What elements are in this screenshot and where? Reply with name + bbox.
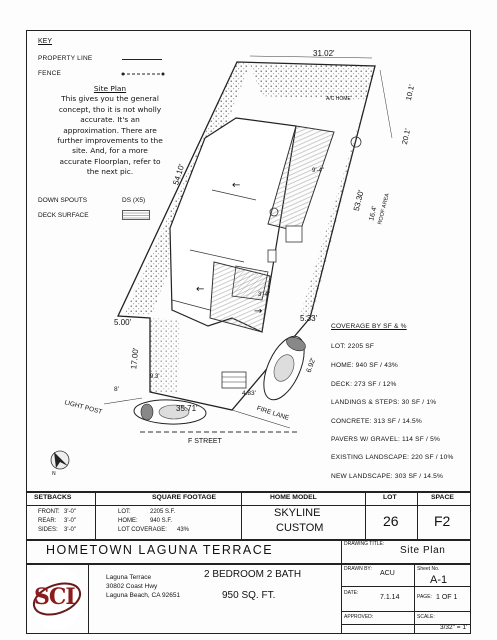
coverage-title: COVERAGE BY SF & % (331, 323, 407, 330)
sci-logo (30, 566, 84, 630)
dim-right-length: 53.30' (351, 188, 366, 213)
address-line-1: Laguna Terrace (106, 574, 152, 581)
dim-483: 4.83' (242, 390, 256, 397)
dim-left-length: 54.10' (171, 162, 187, 187)
svg-text:→: → (254, 306, 263, 317)
coverage-pavers: PAVERS W/ GRAVEL: 114 SF / 5% (331, 436, 441, 443)
sheet-no-label: Sheet No. (417, 566, 440, 572)
north-arrow-icon (51, 451, 69, 477)
setback-front-value: 3'-0" (64, 509, 76, 515)
community-name: HOMETOWN LAGUNA TERRACE (46, 543, 274, 557)
setback-rear-label: REAR: (38, 518, 57, 524)
key-fence-label: FENCE (38, 70, 62, 77)
key-title: KEY (38, 38, 53, 45)
ac-home-label: A/C HOME (326, 96, 351, 102)
sqft-coverage-value: 43% (177, 527, 190, 533)
space-number: F2 (434, 513, 451, 529)
dim-3: 3'-4" (258, 292, 270, 298)
drawing-title: Site Plan (400, 545, 446, 556)
roof-area-label: ROOF AREA (377, 192, 391, 226)
dim-8: 8' (114, 386, 119, 393)
lot-number: 26 (383, 513, 399, 529)
scale-label: SCALE: (417, 614, 435, 620)
coverage-deck: DECK: 273 SF / 12% (331, 381, 397, 388)
dim-bottom-width: 35.71' (176, 404, 198, 413)
note-line: the next pic. (86, 167, 134, 177)
logo-text: SCI (34, 584, 75, 610)
coverage-home: HOME: 940 SF / 43% (331, 362, 398, 369)
address-line-2: 30802 Coast Hwy (106, 583, 158, 590)
scale-value: 3/32" = 1' (440, 624, 468, 631)
svg-text:N: N (52, 471, 56, 477)
note-line: further improvements to the (57, 136, 163, 146)
note-title: Site Plan (93, 84, 127, 93)
street-label: F STREET (188, 438, 222, 445)
sqft-lot-value: 2205 S.F. (150, 509, 176, 515)
coverage-new: NEW LANDSCAPE: 303 SF / 14.5% (331, 473, 444, 480)
coverage-lot: LOT: 2205 SF (331, 343, 375, 350)
home-model-line-1: SKYLINE (274, 507, 321, 519)
sqft-lot-label: LOT: (118, 509, 131, 515)
landscape-bottom-left (150, 318, 180, 394)
drawn-by-label: DRAWN BY: (344, 566, 372, 572)
sqft-home-label: HOME: (118, 518, 138, 524)
coverage-existing: EXISTING LANDSCAPE: 220 SF / 10% (331, 454, 454, 461)
coverage-concrete: CONCRETE: 313 SF / 14.5% (331, 418, 422, 425)
sqft-home-value: 940 S.F. (150, 518, 173, 524)
setback-front-label: FRONT: (38, 509, 60, 515)
home-model-line-2: CUSTOM (276, 522, 324, 534)
dim-10: 10.1' (403, 83, 417, 102)
note-line: concept, tho it is not wholly (58, 104, 162, 114)
note-line: accurate. It's an (80, 115, 140, 125)
dim-top-width: 31.02' (313, 49, 335, 58)
fire-lane-label: FIRE LANE (255, 404, 290, 423)
dim-93: 9.3' (150, 374, 160, 380)
address-line-3: Laguna Beach, CA 92651 (106, 592, 181, 599)
dim-left-side: 17.00' (129, 347, 141, 370)
setback-rear-value: 3'-0" (64, 518, 76, 524)
down-spouts-label: DOWN SPOUTS (38, 197, 88, 204)
note-line: site. And, for a more (72, 146, 148, 156)
dim-bottom-left: 5.00' (114, 318, 132, 327)
approved-label: APPROVED: (344, 614, 374, 620)
coverage-landings: LANDINGS & STEPS: 30 SF / 1% (331, 399, 437, 406)
tb-sqft-header: SQUARE FOOTAGE (152, 494, 217, 501)
deck-surface-label: DECK SURFACE (38, 212, 89, 219)
tb-lot-header: LOT (383, 494, 397, 501)
page-label: PAGE: (417, 594, 432, 600)
sqft-coverage-label: LOT COVERAGE: (118, 527, 167, 533)
note-line: This gives you the general (61, 94, 159, 104)
drawing-title-label: DRAWING TITLE: (344, 541, 385, 547)
tb-model-header: HOME MODEL (270, 494, 317, 501)
landscape-top-strip (250, 64, 375, 100)
car-right (256, 330, 313, 405)
dim-164: 16.4' (368, 205, 379, 222)
svg-text:←: ← (196, 284, 205, 295)
dim-20: 20.1' (399, 127, 413, 146)
svg-text:←: ← (232, 180, 241, 191)
light-post-label: LIGHT POST (63, 399, 103, 416)
tb-space-header: SPACE (431, 494, 454, 501)
key-property-line-label: PROPERTY LINE (38, 55, 93, 62)
dim-94: 9'-4" (312, 168, 324, 174)
down-spouts-symbol: DS (X5) (122, 197, 146, 204)
tb-setbacks-header: SETBACKS (34, 494, 72, 501)
setback-sides-value: 3'-0" (64, 527, 76, 533)
page-value: 1 OF 1 (436, 594, 458, 601)
note-line: accurate Floorplan, refer to (59, 156, 161, 166)
sheet-no-value: A-1 (430, 574, 448, 586)
setback-sides-label: SIDES: (38, 527, 58, 533)
drawn-by-value: ACU (380, 570, 395, 577)
square-feet: 950 SQ. FT. (222, 590, 276, 601)
dim-right-lower: 5.33' (300, 314, 318, 323)
bed-bath: 2 BEDROOM 2 BATH (204, 569, 302, 580)
note-line: approximation. There are (63, 125, 157, 135)
date-value: 7.1.14 (380, 594, 400, 601)
dim-692: 6.92' (305, 357, 318, 374)
date-label: DATE: (344, 590, 359, 596)
